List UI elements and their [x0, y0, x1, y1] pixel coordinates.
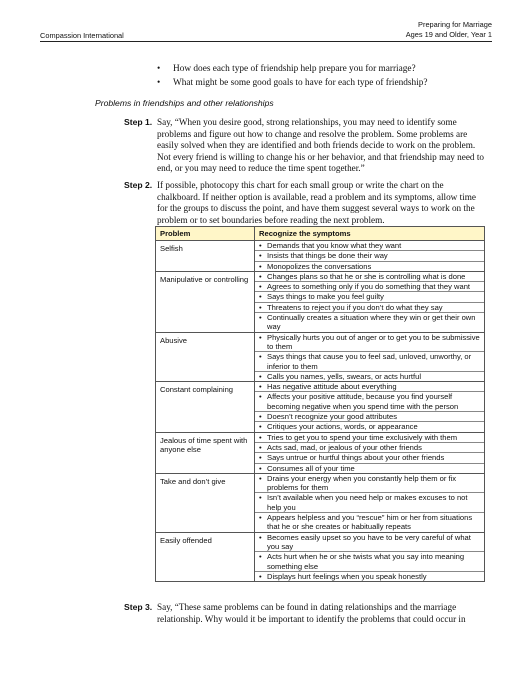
table-row	[156, 432, 485, 473]
table-header-row	[156, 227, 485, 241]
symptom-text: Isn’t available when you need help or makes excuses to not help you	[267, 493, 468, 512]
bullet-dot-icon: •	[259, 241, 262, 250]
bullet-dot-icon: •	[259, 422, 262, 432]
problem-cell: Jealous of time spent with anyone else	[156, 432, 255, 473]
header-org: Compassion International	[40, 31, 124, 40]
bullet-dot-icon: •	[259, 392, 262, 402]
symptoms-cell	[255, 432, 485, 473]
symptom-text: Agrees to something only if you do something that they want	[267, 282, 471, 292]
symptom-item	[255, 282, 484, 292]
symptom-item	[255, 464, 484, 473]
column-header-problem: Problem	[156, 227, 255, 241]
bullet-dot-icon: •	[259, 382, 262, 392]
bullet-dot-icon: •	[259, 302, 262, 312]
symptom-text: Changes plans so that he or she is controlling what is done	[267, 271, 466, 281]
column-header-symptoms: Recognize the symptoms	[255, 227, 485, 241]
symptom-text: Tries to get you to spend your time exclusively with them	[267, 432, 458, 442]
symptom-item	[255, 241, 484, 251]
symptom-text: Has negative attitude about everything	[267, 382, 397, 392]
table-row	[156, 382, 485, 432]
symptoms-cell	[255, 532, 485, 581]
table-row	[156, 473, 485, 532]
symptom-item	[255, 251, 484, 261]
step-text: Say, “These same problems can be found in dating relationships and the marriage relationship. Why would it be important to identify the problems that could occur in	[157, 602, 466, 624]
symptom-text: Says things to make you feel guilty	[267, 292, 384, 302]
bullet-dot-icon: •	[259, 313, 262, 323]
problem-cell: Take and don’t give	[156, 473, 255, 532]
bullet-dot-icon: •	[259, 282, 262, 292]
symptoms-table	[155, 226, 485, 582]
symptom-item	[255, 474, 484, 494]
header-rule	[40, 41, 492, 42]
symptom-item	[255, 392, 484, 412]
symptom-text: Consumes all of your time	[267, 463, 355, 473]
problem-cell: Manipulative or controlling	[156, 271, 255, 332]
symptom-item	[255, 412, 484, 422]
step-label: Step 3.	[124, 602, 153, 612]
symptom-text: Physically hurts you out of anger or to get you to be submissive to them	[267, 332, 480, 351]
question-bullets	[157, 63, 497, 90]
bullet-item	[157, 63, 497, 76]
symptom-text: Critiques your actions, words, or appearance	[267, 422, 418, 432]
symptom-item	[255, 303, 484, 313]
symptom-item	[255, 443, 484, 453]
symptom-text: Monopolizes the conversations	[267, 261, 372, 271]
symptom-item	[255, 422, 484, 431]
bullet-dot-icon: •	[157, 64, 161, 74]
symptoms-cell	[255, 332, 485, 381]
bullet-dot-icon: •	[259, 271, 262, 281]
symptom-item	[255, 272, 484, 282]
step-label: Step 2.	[124, 180, 153, 190]
header-subtitle: Ages 19 and Older, Year 1	[405, 30, 492, 39]
symptom-text: Affects your positive attitude, because you find yourself becoming negative when you spend time with the person	[267, 392, 459, 411]
bullet-dot-icon: •	[259, 371, 262, 381]
symptom-item	[255, 572, 484, 581]
problem-cell: Selfish	[156, 241, 255, 272]
problem-cell: Constant complaining	[156, 382, 255, 432]
table-row	[156, 271, 485, 332]
bullet-dot-icon: •	[259, 571, 262, 581]
symptom-item	[255, 292, 484, 302]
bullet-dot-icon: •	[259, 453, 262, 463]
header-title: Preparing for Marriage	[418, 20, 492, 29]
symptom-text: Acts sad, mad, or jealous of your other friends	[267, 442, 422, 452]
symptom-text: Appears helpless and you “rescue” him or her from situations that he or she creates or habitually repeats	[267, 513, 473, 532]
bullet-dot-icon: •	[259, 251, 262, 261]
bullet-dot-icon: •	[259, 493, 262, 503]
symptom-text: Continually creates a situation where they win or get their own way	[267, 313, 476, 332]
symptom-text: Demands that you know what they want	[267, 241, 402, 250]
bullet-dot-icon: •	[259, 532, 262, 542]
bullet-dot-icon: •	[259, 463, 262, 473]
symptoms-cell	[255, 473, 485, 532]
symptom-item	[255, 513, 484, 532]
bullet-text: What might be some good goals to have for each type of friendship?	[173, 77, 428, 88]
bullet-dot-icon: •	[259, 442, 262, 452]
symptom-item	[255, 382, 484, 392]
symptom-item	[255, 552, 484, 572]
symptom-text: Doesn’t recognize your good attributes	[267, 412, 398, 422]
symptom-text: Acts hurt when he or she twists what you say into meaning something else	[267, 552, 465, 571]
bullet-dot-icon: •	[259, 412, 262, 422]
step-label: Step 1.	[124, 117, 153, 127]
symptom-text: Says things that cause you to feel sad, unloved, unworthy, or inferior to them	[267, 352, 472, 371]
bullet-text: How does each type of friendship help prepare you for marriage?	[173, 64, 416, 74]
symptom-text: Displays hurt feelings when you speak honestly	[267, 571, 427, 581]
symptom-text: Drains your energy when you constantly help them or fix problems for them	[267, 473, 457, 493]
bullet-dot-icon: •	[259, 261, 262, 271]
bullet-dot-icon: •	[259, 332, 262, 342]
bullet-dot-icon: •	[259, 473, 262, 483]
symptom-text: Becomes easily upset so you have to be very careful of what you say	[267, 532, 471, 551]
symptom-text: Says untrue or hurtful things about your other friends	[267, 453, 445, 463]
symptom-item	[255, 372, 484, 381]
bullet-dot-icon: •	[259, 292, 262, 302]
symptom-item	[255, 433, 484, 443]
bullet-item	[157, 77, 497, 90]
symptom-item	[255, 352, 484, 372]
step-text: If possible, photocopy this chart for each small group or write the chart on the chalkboard. If neither option is available, read a problem and its symptoms, allow time for the groups to discuss the point, and have them suggest several ways to work on the problem or to set boundaries before reading the next problem.	[157, 180, 476, 225]
table-row	[156, 241, 485, 272]
symptom-item	[255, 333, 484, 353]
symptom-text: Threatens to reject you if you don’t do what they say	[267, 302, 443, 312]
symptoms-cell	[255, 271, 485, 332]
section-heading: Problems in friendships and other relationships	[95, 98, 274, 108]
bullet-dot-icon: •	[259, 552, 262, 562]
problem-cell: Abusive	[156, 332, 255, 381]
symptom-item	[255, 313, 484, 332]
symptom-item	[255, 453, 484, 463]
bullet-dot-icon: •	[157, 77, 161, 88]
table-row	[156, 532, 485, 581]
symptom-item	[255, 533, 484, 553]
symptom-item	[255, 262, 484, 271]
symptom-text: Calls you names, yells, swears, or acts hurtful	[267, 371, 422, 381]
symptoms-cell	[255, 241, 485, 272]
problem-cell: Easily offended	[156, 532, 255, 581]
step-text: Say, “When you desire good, strong relationships, you may need to identify some problems and figure out how to change and resolve the problem. Some problems are easily solved when they are identified and both friends decide to work on the problem. Not every friend is willing to change his or her behavior, and that friendship may need to end, or you may need to reduce the time spent together.”	[157, 117, 484, 174]
symptoms-cell	[255, 382, 485, 432]
symptom-item	[255, 493, 484, 513]
bullet-dot-icon: •	[259, 513, 262, 523]
bullet-dot-icon: •	[259, 352, 262, 362]
header-title-block	[406, 20, 492, 40]
bullet-dot-icon: •	[259, 432, 262, 442]
table-row	[156, 332, 485, 381]
symptom-text: Insists that things be done their way	[267, 251, 388, 261]
